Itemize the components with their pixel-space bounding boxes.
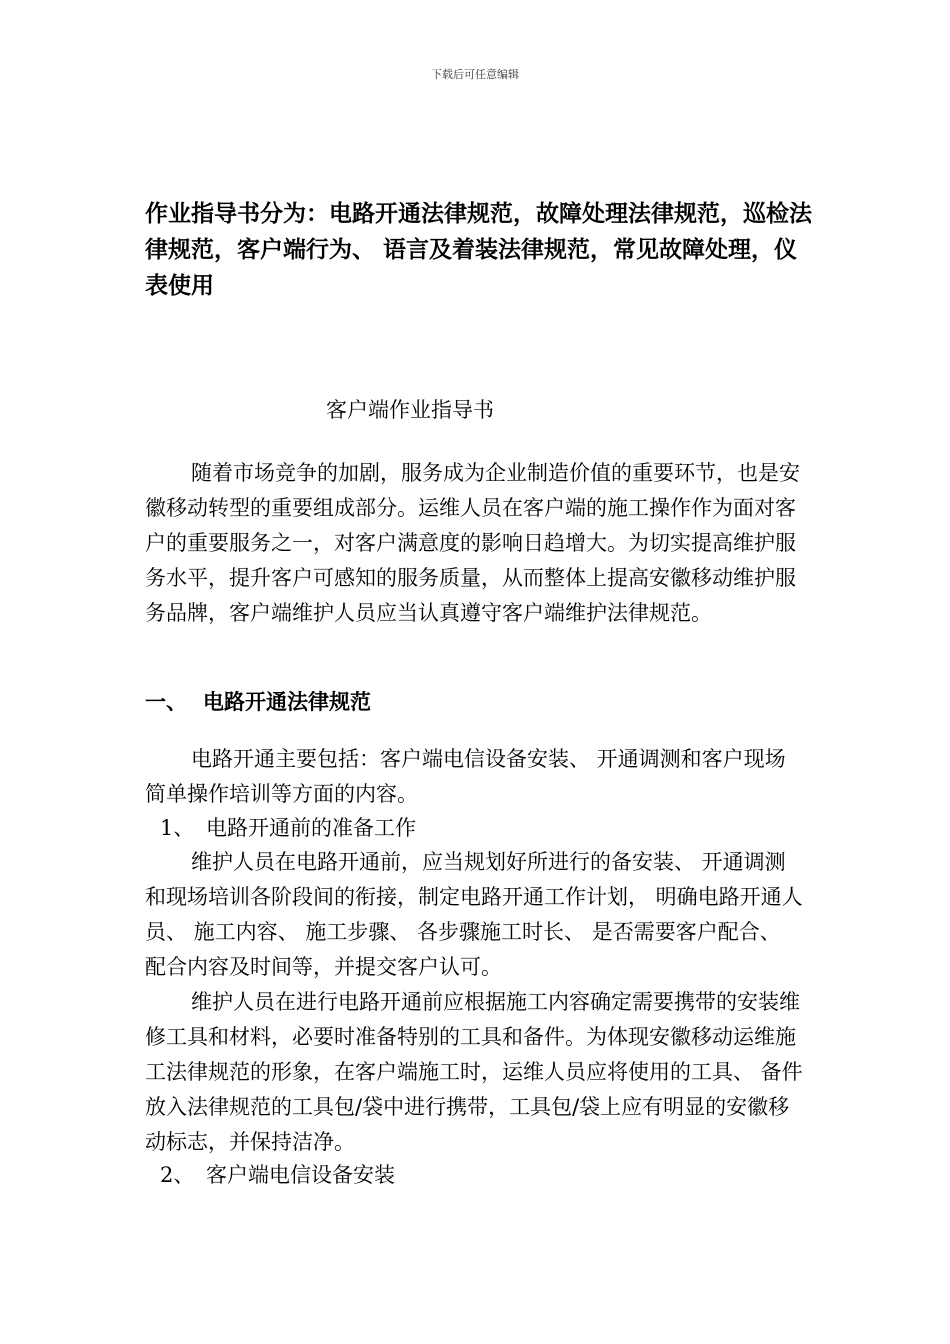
subheading-1 — [160, 812, 416, 842]
section-heading-1 — [145, 686, 371, 716]
paragraph-intro-body: 随着市场竞争的加剧，服务成为企业制造价值的重要环节，也是安徽移动转型的重要组成部分。运维人员在客户端的施工操作作为面对客户的重要服务之一，对客户满意度的影响日趋增大。为切实提高维护服务水平，提升客户可感知的服务质量，从而整体上提高安徽移动维护服务品牌，客户端维护人员应当认真遵守客户端维护法律规范。 — [145, 461, 800, 625]
paragraph-tools: 维护人员在进行电路开通前应根据施工内容确定需要携带的安装维修工具和材料，必要时准备特别的工具和备件。为体现安徽移动运维施工法律规范的形象，在客户端施工时，运维人员应将使用的工具、 备件放入法律规范的工具包/袋中进行携带，工具包/袋上应有明显的安徽移动标志，并保持洁净。 — [145, 990, 803, 1154]
subheading-title: 客户端电信设备安装 — [206, 1163, 395, 1187]
subheading-2 — [160, 1159, 395, 1189]
section-title: 电路开通法律规范 — [203, 690, 371, 714]
header-note: 下载后可任意编辑 — [431, 68, 519, 81]
section-number: 一、 — [145, 690, 187, 714]
document-title: 客户端作业指导书 — [326, 398, 494, 422]
paragraph-section1-summary: 电路开通主要包括：客户端电信设备安装、 开通调测和客户现场简单操作培训等方面的内容。 — [145, 747, 786, 806]
paragraph-preparation: 维护人员在电路开通前，应当规划好所进行的备安装、 开通调测和现场培训各阶段间的衔接，制定电路开通工作计划， 明确电路开通人员、 施工内容、 施工步骤、 各步骤施工时长、 是否需要客户配合、 配合内容及时间等，并提交客户认可。 — [145, 850, 803, 979]
intro-paragraph: 作业指导书分为：电路开通法律规范，故障处理法律规范，巡检法律规范，客户端行为、 语言及着装法律规范，常见故障处理，仪表使用 — [145, 201, 812, 299]
subheading-title: 电路开通前的准备工作 — [206, 816, 416, 840]
subheading-number: 2、 — [160, 1163, 195, 1187]
subheading-number: 1、 — [160, 816, 195, 840]
